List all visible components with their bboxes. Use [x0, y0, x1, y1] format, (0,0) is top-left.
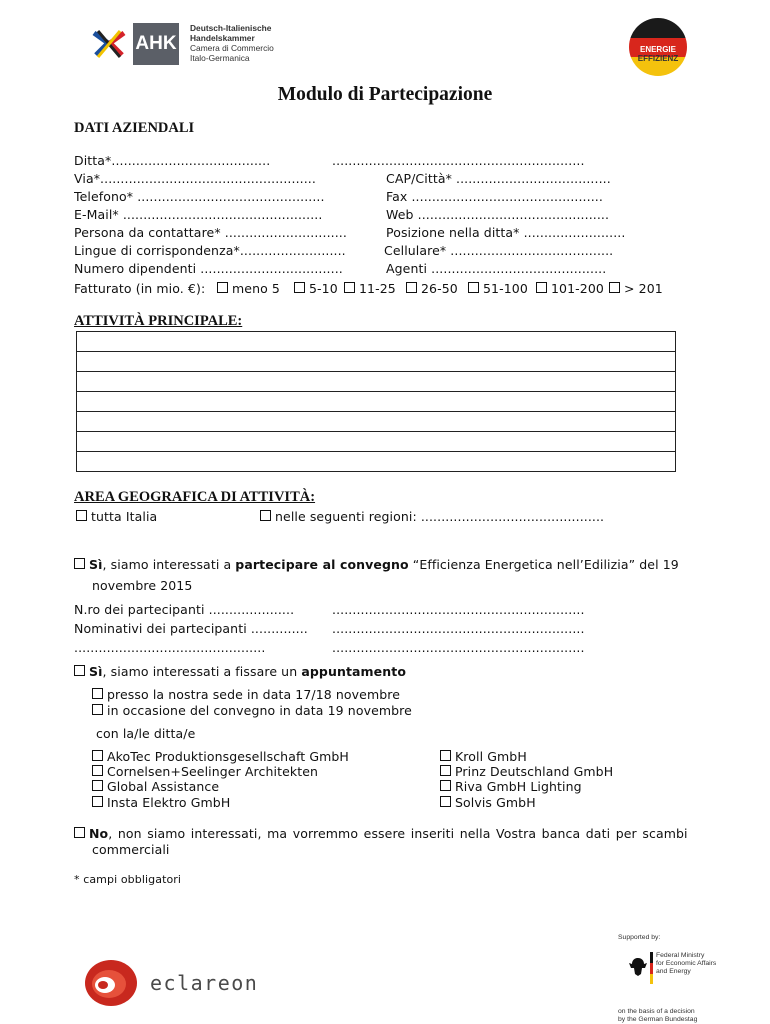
fatturato-row: [74, 280, 666, 298]
field-lingue[interactable]: Lingue di corrispondenza*..........................: [74, 243, 346, 258]
checkbox-icon[interactable]: [406, 282, 417, 293]
effizienz-label: EFFIZIENZ: [637, 54, 679, 63]
area-option-italia[interactable]: tutta Italia: [76, 508, 157, 526]
field-cap-citta[interactable]: CAP/Città* ......................................: [386, 171, 611, 186]
field-extra[interactable]: ...............................................: [74, 640, 266, 655]
appuntamento-option-convegno[interactable]: in occasione del convegno in data 19 novembre: [92, 702, 684, 720]
bundestag-note: on the basis of a decision by the German Bundestag: [618, 1008, 698, 1023]
attivita-cell[interactable]: [77, 432, 676, 452]
checkbox-icon[interactable]: [74, 558, 85, 569]
eclareon-wordmark: eclareon: [150, 971, 259, 995]
field-nominativi[interactable]: Nominativi dei partecipanti ..............: [74, 621, 308, 636]
checkbox-icon[interactable]: [74, 665, 85, 676]
checkbox-icon[interactable]: [344, 282, 355, 293]
field-numero-dipendenti[interactable]: Numero dipendenti ...................................: [74, 261, 343, 276]
field-persona-contattare[interactable]: Persona da contattare* ..............................: [74, 225, 347, 240]
attivita-row[interactable]: [77, 392, 676, 412]
dati-aziendali-heading: DATI AZIENDALI: [74, 120, 195, 136]
company-option[interactable]: Insta Elektro GmbH: [92, 794, 392, 812]
convegno-option[interactable]: Sì, siamo interessati a partecipare al convegno “Efficienza Energetica nell’Edilizia” del 19: [74, 556, 684, 574]
field-email[interactable]: E-Mail* .................................................: [74, 207, 323, 222]
field-row-nro[interactable]: [74, 601, 666, 619]
checkbox-icon[interactable]: [92, 688, 103, 699]
checkbox-icon[interactable]: [468, 282, 479, 293]
fatturato-option-11-25[interactable]: 11-25: [344, 280, 396, 298]
page-title: Modulo di Partecipazione: [277, 84, 493, 105]
field-web[interactable]: Web ...............................................: [386, 207, 610, 222]
attivita-cell[interactable]: [77, 392, 676, 412]
checkbox-icon[interactable]: [217, 282, 228, 293]
area-option-regioni[interactable]: nelle seguenti regioni: .............................................: [260, 508, 604, 526]
german-eagle-icon: [628, 956, 648, 978]
field-extra-cont[interactable]: ..............................................................: [332, 640, 585, 655]
field-row-via[interactable]: [74, 170, 666, 188]
checkbox-icon[interactable]: [536, 282, 547, 293]
area-options-row: [74, 508, 666, 526]
company-option[interactable]: Prinz Deutschland GmbH: [440, 763, 670, 781]
attivita-cell[interactable]: [77, 412, 676, 432]
campi-obbligatori-note: * campi obbligatori: [74, 873, 182, 886]
attivita-heading: ATTIVITÀ PRINCIPALE:: [74, 313, 243, 329]
checkbox-icon[interactable]: [440, 765, 451, 776]
fatturato-option-5-10[interactable]: 5-10: [294, 280, 338, 298]
attivita-row[interactable]: [77, 412, 676, 432]
field-row-persona[interactable]: [74, 224, 666, 242]
field-via[interactable]: Via*.....................................................: [74, 171, 316, 186]
company-option[interactable]: AkoTec Produktionsgesellschaft GmbH: [92, 748, 392, 766]
field-ditta[interactable]: Ditta*.......................................: [74, 153, 271, 168]
checkbox-icon[interactable]: [440, 750, 451, 761]
company-option[interactable]: Global Assistance: [92, 778, 392, 796]
field-fax[interactable]: Fax ...............................................: [386, 189, 603, 204]
checkbox-icon[interactable]: [609, 282, 620, 293]
field-row-ditta[interactable]: [74, 152, 666, 170]
attivita-cell[interactable]: [77, 452, 676, 472]
attivita-cell[interactable]: [77, 332, 676, 352]
company-option[interactable]: Riva GmbH Lighting: [440, 778, 670, 796]
attivita-cell[interactable]: [77, 352, 676, 372]
checkbox-icon[interactable]: [92, 765, 103, 776]
field-row-nominativi[interactable]: [74, 620, 666, 638]
no-option[interactable]: No, non siamo interessati, ma vorremmo essere inseriti nella Vostra banca dati per scambi: [74, 825, 698, 843]
ahk-emblem-icon: [88, 21, 130, 67]
checkbox-icon[interactable]: [260, 510, 271, 521]
checkbox-icon[interactable]: [294, 282, 305, 293]
fatturato-option-101-200[interactable]: 101-200: [536, 280, 604, 298]
checkbox-icon[interactable]: [92, 750, 103, 761]
fatturato-option-26-50[interactable]: 26-50: [406, 280, 458, 298]
field-ditta-cont[interactable]: ..............................................................: [332, 153, 585, 168]
attivita-row[interactable]: [77, 432, 676, 452]
fatturato-label: Fatturato (in mio. €):: [74, 281, 206, 296]
ahk-logo-box: AHK: [133, 23, 179, 65]
area-heading: AREA GEOGRAFICA DI ATTIVITÀ:: [74, 489, 316, 505]
flag-stripe: [650, 952, 653, 984]
appuntamento-option-sede[interactable]: presso la nostra sede in data 17/18 novembre: [92, 686, 684, 704]
bmwi-logo: [618, 934, 728, 1024]
appuntamento-option[interactable]: Sì, siamo interessati a fissare un appuntamento: [74, 663, 666, 681]
checkbox-icon[interactable]: [92, 796, 103, 807]
supported-by-label: Supported by:: [618, 934, 661, 941]
ahk-logo: [88, 21, 288, 67]
no-option-cont: commerciali: [92, 842, 170, 857]
convegno-date: novembre 2015: [92, 578, 193, 593]
field-row-extra[interactable]: [74, 639, 666, 657]
field-agenti[interactable]: Agenti ...........................................: [386, 261, 607, 276]
field-posizione[interactable]: Posizione nella ditta* .........................: [386, 225, 626, 240]
field-cellulare[interactable]: Cellulare* ........................................: [384, 243, 614, 258]
attivita-table: [76, 331, 676, 472]
energie-effizienz-logo: [629, 18, 687, 76]
checkbox-icon[interactable]: [74, 827, 85, 838]
energie-label: ENERGIE: [639, 45, 676, 54]
ministry-name: Federal Ministry for Economic Affairs and Energy: [656, 952, 717, 975]
attivita-row[interactable]: [77, 332, 676, 352]
eclareon-logo: [84, 958, 259, 1008]
eclareon-emblem-icon: [84, 958, 138, 1008]
checkbox-icon[interactable]: [440, 796, 451, 807]
attivita-cell[interactable]: [77, 372, 676, 392]
company-option[interactable]: Kroll GmbH: [440, 748, 670, 766]
ahk-logo-text: Deutsch-Italienische Handelskammer Camera di Commercio Italo-Germanica: [190, 23, 274, 63]
field-telefono[interactable]: Telefono* ..............................................: [74, 189, 325, 204]
checkbox-icon[interactable]: [440, 780, 451, 791]
company-option[interactable]: Cornelsen+Seelinger Architekten: [92, 763, 392, 781]
checkbox-icon[interactable]: [76, 510, 87, 521]
fatturato-option-over201[interactable]: > 201: [609, 280, 663, 298]
field-row-email[interactable]: [74, 206, 666, 224]
checkbox-icon[interactable]: [92, 704, 103, 715]
attivita-row[interactable]: [77, 452, 676, 472]
field-row-telefono[interactable]: [74, 188, 666, 206]
field-row-lingue[interactable]: [74, 242, 666, 260]
attivita-row[interactable]: [77, 372, 676, 392]
field-row-dipendenti[interactable]: [74, 260, 666, 278]
con-ditte-label: con la/le ditta/e: [96, 726, 196, 741]
attivita-row[interactable]: [77, 352, 676, 372]
fatturato-option-meno5[interactable]: meno 5: [217, 280, 280, 298]
fatturato-option-51-100[interactable]: 51-100: [468, 280, 528, 298]
company-option[interactable]: Solvis GmbH: [440, 794, 670, 812]
field-nro-partecipanti-cont[interactable]: ..............................................................: [332, 602, 585, 617]
checkbox-icon[interactable]: [92, 780, 103, 791]
field-nominativi-cont[interactable]: ..............................................................: [332, 621, 585, 636]
field-nro-partecipanti[interactable]: N.ro dei partecipanti .....................: [74, 602, 295, 617]
